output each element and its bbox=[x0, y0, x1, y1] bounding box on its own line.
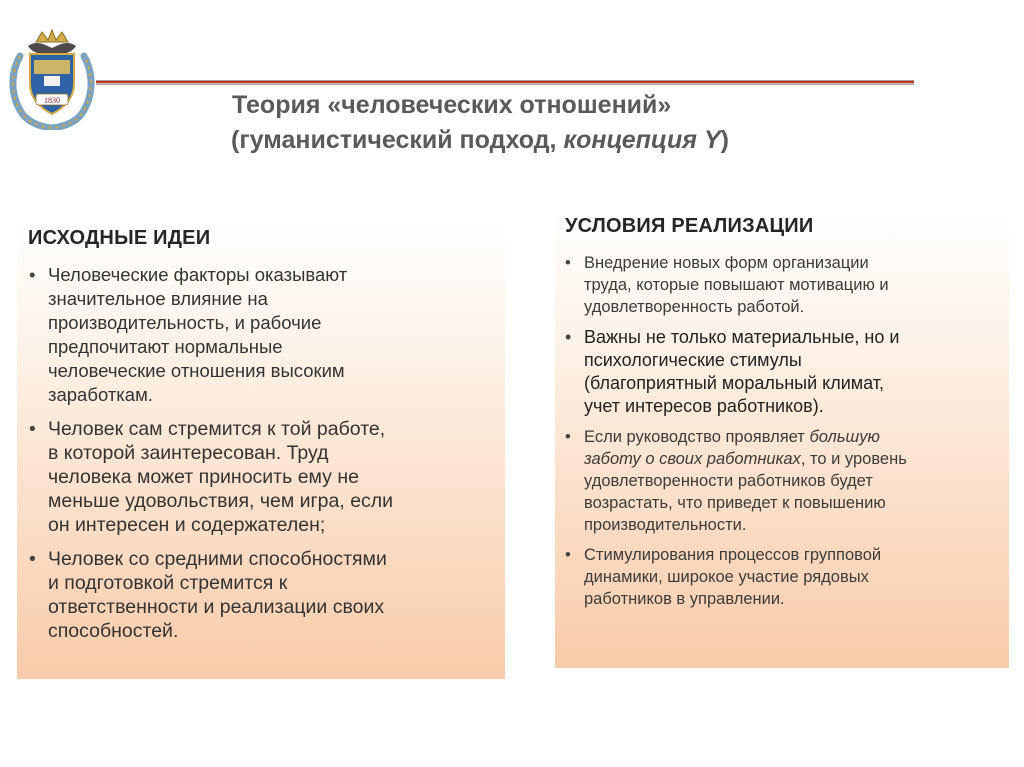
list-item: • Если руководство проявляет большую заботу о своих работниках, то и уровень удовлетворенности работников будет возрастать, что приведет к повышению производительности. bbox=[565, 426, 1005, 536]
title-line-2-suffix: ) bbox=[720, 126, 729, 154]
list-item: • Важны не только материальные, но и психологические стимулы (благоприятный моральный климат, учет интересов работников). bbox=[565, 326, 1005, 418]
right-panel-implementation-conditions bbox=[555, 212, 1009, 668]
title-line-2-prefix: (гуманистический подход, bbox=[231, 126, 564, 154]
left-panel-initial-ideas bbox=[17, 223, 505, 679]
list-item: • Человек со средними способностями и подготовкой стремится к ответственности и реализации своих способностей. bbox=[29, 547, 499, 643]
list-item: • Стимулирования процессов групповой динамики, широкое участие рядовых работников в управлении. bbox=[565, 544, 1005, 610]
title-line-2 bbox=[231, 123, 931, 158]
left-panel-heading: ИСХОДНЫЕ ИДЕИ bbox=[28, 227, 211, 249]
list-item: • Внедрение новых форм организации труда, которые повышают мотивацию и удовлетворенность работой. bbox=[565, 252, 1005, 318]
left-bullet-list bbox=[29, 263, 499, 653]
title-line-2-italic: концепция Y bbox=[563, 126, 721, 154]
right-panel-heading: УСЛОВИЯ РЕАЛИЗАЦИИ bbox=[565, 215, 814, 237]
emblem-year: 1830 bbox=[44, 96, 60, 105]
list-item: • Человеческие факторы оказывают значительное влияние на производительность, и рабочие предпочитают нормальные человеческие отношения высоким заработкам. bbox=[29, 263, 499, 407]
list-item: • Человек сам стремится к той работе, в которой заинтересован. Труд человека может приносить ему не меньше удовольствия, чем игра, если он интересен и содержателен; bbox=[29, 417, 499, 537]
slide-title bbox=[231, 88, 931, 158]
title-line-1: Теория «человеческих отношений» bbox=[232, 91, 672, 119]
right-bullet-list bbox=[565, 252, 1005, 618]
title-divider-accent bbox=[96, 81, 914, 83]
university-emblem-icon bbox=[6, 26, 98, 130]
